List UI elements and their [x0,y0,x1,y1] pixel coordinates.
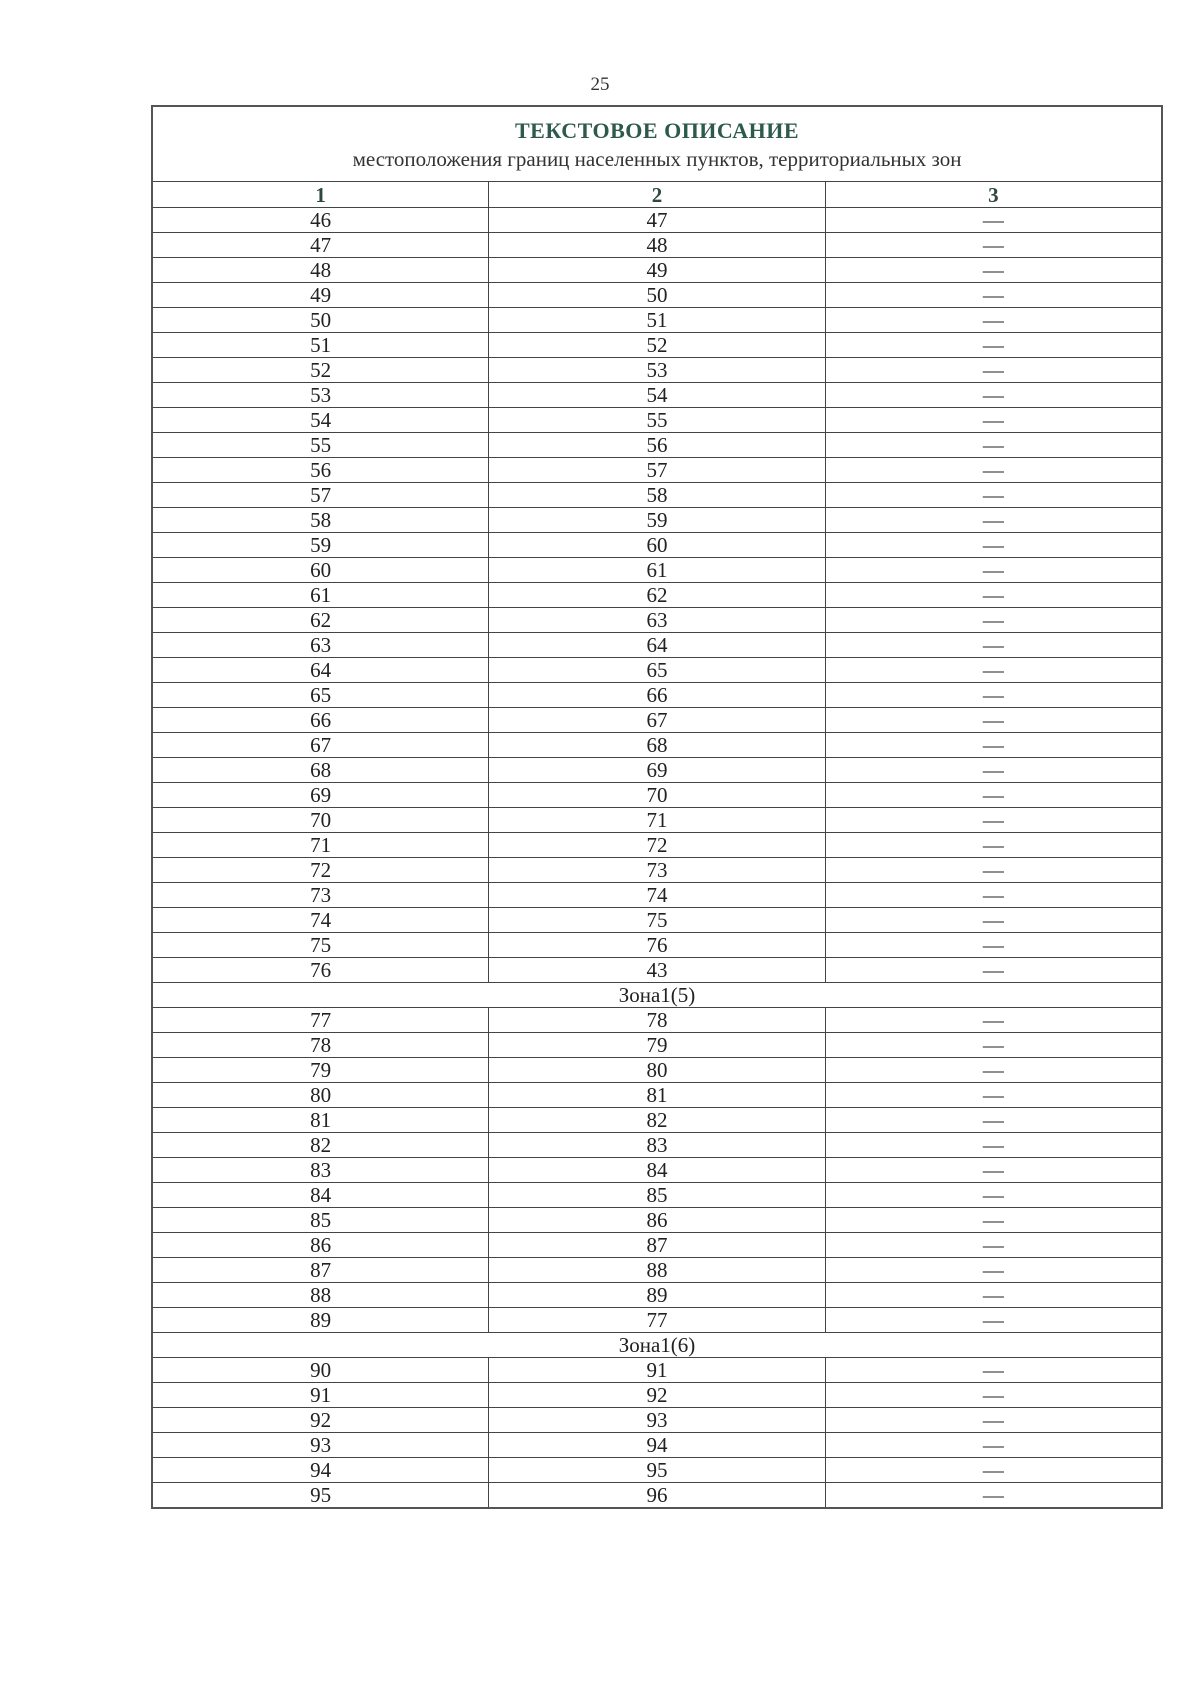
table-row [152,958,1162,983]
to-point-cell: 53 [489,358,826,383]
description-cell: — [825,1083,1162,1108]
table-row [152,708,1162,733]
table-row [152,1433,1162,1458]
to-point-cell: 65 [489,658,826,683]
table-row [152,233,1162,258]
description-cell: — [825,958,1162,983]
to-point-cell: 43 [489,958,826,983]
table-row [152,283,1162,308]
from-point-cell: 82 [152,1133,489,1158]
description-cell: — [825,1308,1162,1333]
to-point-cell: 62 [489,583,826,608]
from-point-cell: 83 [152,1158,489,1183]
table-row [152,658,1162,683]
description-cell: — [825,583,1162,608]
to-point-cell: 96 [489,1483,826,1509]
zone-header-row [152,983,1162,1008]
description-cell: — [825,683,1162,708]
from-point-cell: 77 [152,1008,489,1033]
description-cell: — [825,233,1162,258]
to-point-cell: 73 [489,858,826,883]
from-point-cell: 65 [152,683,489,708]
to-point-cell: 88 [489,1258,826,1283]
to-point-cell: 57 [489,458,826,483]
table-row [152,808,1162,833]
to-point-cell: 54 [489,383,826,408]
to-point-cell: 70 [489,783,826,808]
table-row [152,933,1162,958]
from-point-cell: 57 [152,483,489,508]
table-row [152,1083,1162,1108]
from-point-cell: 66 [152,708,489,733]
description-cell: — [825,1483,1162,1509]
description-cell: — [825,308,1162,333]
description-cell: — [825,1183,1162,1208]
table-title-cell [152,106,1162,182]
description-cell: — [825,1283,1162,1308]
table-row [152,883,1162,908]
table-row [152,1108,1162,1133]
to-point-cell: 52 [489,333,826,358]
to-point-cell: 94 [489,1433,826,1458]
to-point-cell: 67 [489,708,826,733]
from-point-cell: 62 [152,608,489,633]
to-point-cell: 56 [489,433,826,458]
description-cell: — [825,1383,1162,1408]
description-cell: — [825,633,1162,658]
from-point-cell: 54 [152,408,489,433]
table-row [152,733,1162,758]
table-row [152,1258,1162,1283]
description-cell: — [825,708,1162,733]
table-row [152,508,1162,533]
to-point-cell: 76 [489,933,826,958]
to-point-cell: 83 [489,1133,826,1158]
description-cell: — [825,383,1162,408]
table-row [152,1208,1162,1233]
from-point-cell: 64 [152,658,489,683]
table-row [152,1008,1162,1033]
table-row [152,1033,1162,1058]
from-point-cell: 81 [152,1108,489,1133]
from-point-cell: 52 [152,358,489,383]
from-point-cell: 71 [152,833,489,858]
zone-label: Зона1(6) [152,1333,1162,1358]
from-point-cell: 86 [152,1233,489,1258]
to-point-cell: 84 [489,1158,826,1183]
from-point-cell: 61 [152,583,489,608]
from-point-cell: 90 [152,1358,489,1383]
description-cell: — [825,858,1162,883]
from-point-cell: 78 [152,1033,489,1058]
from-point-cell: 68 [152,758,489,783]
to-point-cell: 71 [489,808,826,833]
table-row [152,1308,1162,1333]
to-point-cell: 87 [489,1233,826,1258]
to-point-cell: 60 [489,533,826,558]
from-point-cell: 73 [152,883,489,908]
from-point-cell: 51 [152,333,489,358]
description-cell: — [825,908,1162,933]
to-point-cell: 47 [489,208,826,233]
description-cell: — [825,1258,1162,1283]
to-point-cell: 78 [489,1008,826,1033]
to-point-cell: 61 [489,558,826,583]
from-point-cell: 67 [152,733,489,758]
to-point-cell: 75 [489,908,826,933]
table-row [152,333,1162,358]
column-header-2: 2 [489,182,826,208]
zone-header-row [152,1333,1162,1358]
page-number: 25 [590,74,610,95]
table-row [152,433,1162,458]
from-point-cell: 91 [152,1383,489,1408]
to-point-cell: 72 [489,833,826,858]
to-point-cell: 50 [489,283,826,308]
description-cell: — [825,483,1162,508]
to-point-cell: 81 [489,1083,826,1108]
table-row [152,408,1162,433]
description-cell: — [825,808,1162,833]
to-point-cell: 58 [489,483,826,508]
from-point-cell: 56 [152,458,489,483]
table-row [152,858,1162,883]
description-cell: — [825,758,1162,783]
description-cell: — [825,1408,1162,1433]
from-point-cell: 47 [152,233,489,258]
description-cell: — [825,1433,1162,1458]
table-row [152,1408,1162,1433]
to-point-cell: 82 [489,1108,826,1133]
description-cell: — [825,283,1162,308]
from-point-cell: 95 [152,1483,489,1509]
table-subtitle: местоположения границ населенных пунктов, территориальных зон [352,147,962,171]
to-point-cell: 91 [489,1358,826,1383]
description-cell: — [825,458,1162,483]
table-title-row [152,106,1162,182]
description-cell: — [825,833,1162,858]
description-cell: — [825,933,1162,958]
from-point-cell: 63 [152,633,489,658]
description-cell: — [825,1008,1162,1033]
to-point-cell: 86 [489,1208,826,1233]
from-point-cell: 60 [152,558,489,583]
from-point-cell: 50 [152,308,489,333]
to-point-cell: 95 [489,1458,826,1483]
description-cell: — [825,1058,1162,1083]
description-cell: — [825,733,1162,758]
table-row [152,583,1162,608]
table-row [152,258,1162,283]
to-point-cell: 89 [489,1283,826,1308]
to-point-cell: 51 [489,308,826,333]
table-row [152,1058,1162,1083]
from-point-cell: 74 [152,908,489,933]
from-point-cell: 92 [152,1408,489,1433]
table-row [152,1133,1162,1158]
table-row [152,208,1162,233]
from-point-cell: 46 [152,208,489,233]
table-row [152,758,1162,783]
to-point-cell: 48 [489,233,826,258]
from-point-cell: 48 [152,258,489,283]
description-cell: — [825,508,1162,533]
table-row [152,1283,1162,1308]
description-cell: — [825,1033,1162,1058]
to-point-cell: 79 [489,1033,826,1058]
column-header-3: 3 [825,182,1162,208]
zone-label: Зона1(5) [152,983,1162,1008]
from-point-cell: 53 [152,383,489,408]
to-point-cell: 55 [489,408,826,433]
from-point-cell: 87 [152,1258,489,1283]
table-row [152,683,1162,708]
to-point-cell: 93 [489,1408,826,1433]
description-cell: — [825,608,1162,633]
to-point-cell: 74 [489,883,826,908]
to-point-cell: 59 [489,508,826,533]
from-point-cell: 89 [152,1308,489,1333]
table-row [152,383,1162,408]
to-point-cell: 80 [489,1058,826,1083]
to-point-cell: 77 [489,1308,826,1333]
description-cell: — [825,258,1162,283]
table-row [152,833,1162,858]
description-cell: — [825,883,1162,908]
to-point-cell: 69 [489,758,826,783]
table-row [152,483,1162,508]
column-header-row [152,182,1162,208]
to-point-cell: 92 [489,1383,826,1408]
from-point-cell: 70 [152,808,489,833]
description-cell: — [825,1208,1162,1233]
table-row [152,633,1162,658]
table-row [152,1383,1162,1408]
from-point-cell: 75 [152,933,489,958]
table-row [152,1233,1162,1258]
table-title: ТЕКСТОВОЕ ОПИСАНИЕ [514,118,799,143]
table-row [152,1358,1162,1383]
table-row [152,558,1162,583]
from-point-cell: 49 [152,283,489,308]
description-cell: — [825,1458,1162,1483]
description-cell: — [825,558,1162,583]
table-row [152,308,1162,333]
description-cell: — [825,333,1162,358]
description-cell: — [825,658,1162,683]
description-cell: — [825,1158,1162,1183]
to-point-cell: 64 [489,633,826,658]
table-row [152,458,1162,483]
table-row [152,783,1162,808]
description-cell: — [825,533,1162,558]
from-point-cell: 58 [152,508,489,533]
description-cell: — [825,783,1162,808]
table-row [152,908,1162,933]
description-cell: — [825,208,1162,233]
from-point-cell: 76 [152,958,489,983]
description-cell: — [825,1108,1162,1133]
description-cell: — [825,1358,1162,1383]
description-cell: — [825,433,1162,458]
table-row [152,1183,1162,1208]
description-cell: — [825,1133,1162,1158]
from-point-cell: 69 [152,783,489,808]
from-point-cell: 59 [152,533,489,558]
description-cell: — [825,1233,1162,1258]
table-row [152,608,1162,633]
from-point-cell: 85 [152,1208,489,1233]
boundary-description-table [151,105,1163,1509]
table-row [152,358,1162,383]
to-point-cell: 49 [489,258,826,283]
table-row [152,1483,1162,1509]
from-point-cell: 79 [152,1058,489,1083]
from-point-cell: 84 [152,1183,489,1208]
column-header-1: 1 [152,182,489,208]
description-cell: — [825,408,1162,433]
description-cell: — [825,358,1162,383]
from-point-cell: 88 [152,1283,489,1308]
to-point-cell: 66 [489,683,826,708]
table-row [152,1158,1162,1183]
to-point-cell: 85 [489,1183,826,1208]
table-row [152,533,1162,558]
from-point-cell: 55 [152,433,489,458]
to-point-cell: 63 [489,608,826,633]
from-point-cell: 93 [152,1433,489,1458]
to-point-cell: 68 [489,733,826,758]
from-point-cell: 94 [152,1458,489,1483]
from-point-cell: 80 [152,1083,489,1108]
table-row [152,1458,1162,1483]
from-point-cell: 72 [152,858,489,883]
